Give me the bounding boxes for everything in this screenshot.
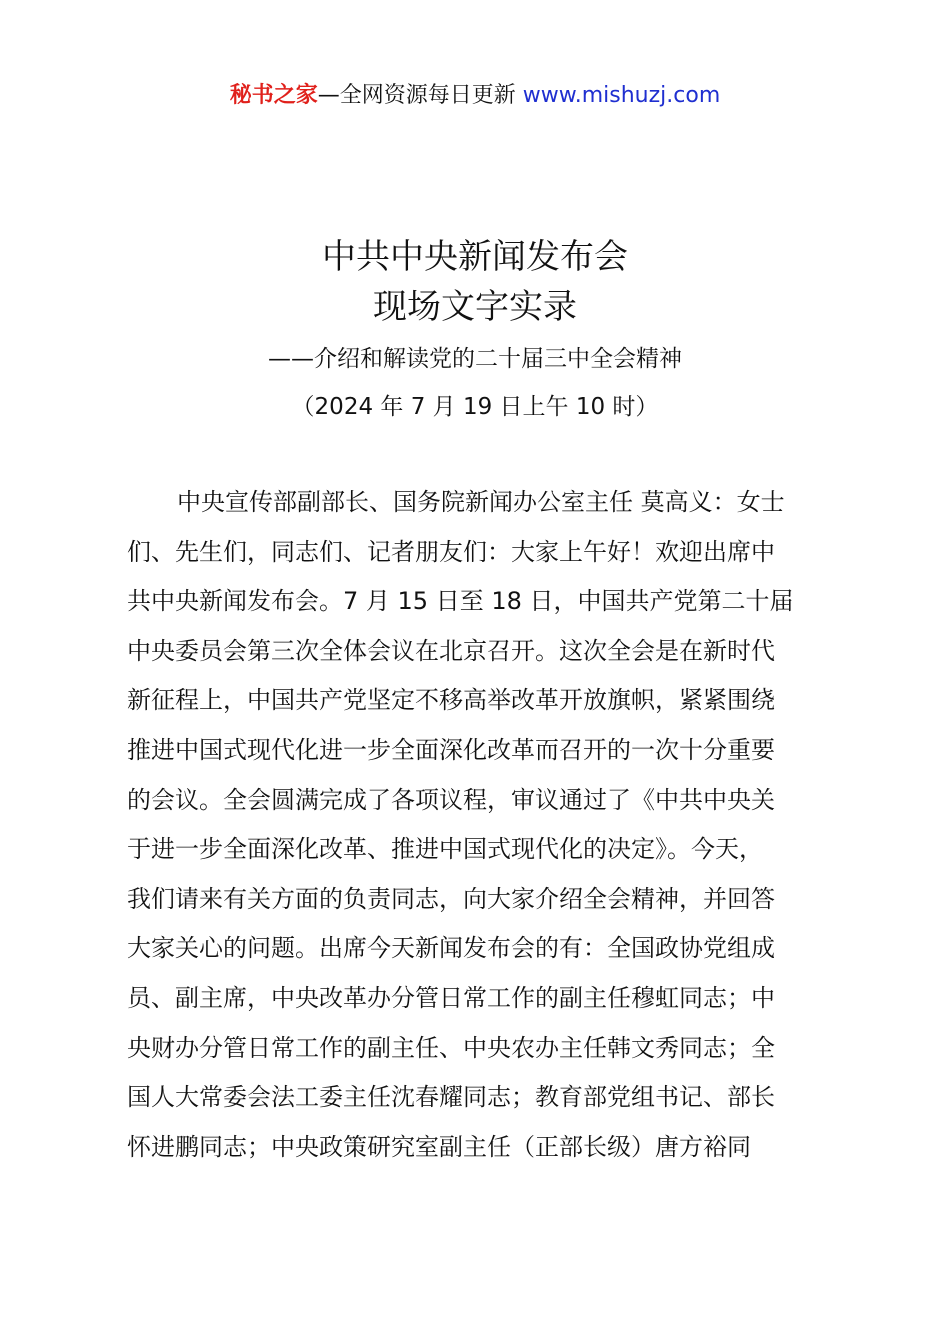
body-line: 于进一步全面深化改革、推进中国式现代化的决定》。今天，	[127, 835, 763, 864]
body-line: 中央宣传部副部长、国务院新闻办公室主任 莫高义：女士	[177, 488, 785, 516]
document-body	[127, 478, 831, 1172]
body-line: 我们请来有关方面的负责同志，向大家介绍全会精神，并回答	[127, 884, 775, 913]
body-line: 国人大常委会法工委主任沈春耀同志；教育部党组书记、部长	[127, 1083, 775, 1112]
body-line: 的会议。全会圆满完成了各项议程，审议通过了《中共中央关	[127, 785, 775, 814]
body-line: 新征程上，中国共产党坚定不移高举改革开放旗帜，紧紧围绕	[127, 686, 775, 715]
body-line: 央财办分管日常工作的副主任、中央农办主任韩文秀同志；全	[127, 1033, 775, 1062]
body-line: 共中央新闻发布会。7 月 15 日至 18 日，中国共产党第二十届	[127, 587, 794, 616]
site-brand: 秘书之家	[229, 83, 318, 108]
site-slogan: —全网资源每日更新	[317, 83, 523, 108]
document-title-line-1: 中共中央新闻发布会	[322, 237, 628, 277]
site-url-link[interactable]: www.mishuzj.com	[522, 83, 721, 108]
body-line: 员、副主席，中央改革办分管日常工作的副主任穆虹同志；中	[127, 983, 775, 1012]
document-title-block	[0, 232, 950, 430]
body-line: 怀进鹏同志；中央政策研究室副主任（正部长级）唐方裕同	[127, 1132, 751, 1161]
body-line: 们、先生们，同志们、记者朋友们：大家上午好！欢迎出席中	[127, 537, 775, 566]
document-title-line-2: 现场文字实录	[373, 287, 577, 327]
document-subtitle: ——介绍和解读党的二十届三中全会精神	[268, 346, 682, 372]
site-header	[0, 80, 950, 112]
body-line: 中央委员会第三次全体会议在北京召开。这次全会是在新时代	[127, 636, 775, 665]
body-line: 推进中国式现代化进一步全面深化改革而召开的一次十分重要	[127, 735, 775, 764]
document-datetime: （2024 年 7 月 19 日上午 10 时）	[291, 394, 659, 420]
body-line: 大家关心的问题。出席今天新闻发布会的有：全国政协党组成	[127, 934, 775, 963]
